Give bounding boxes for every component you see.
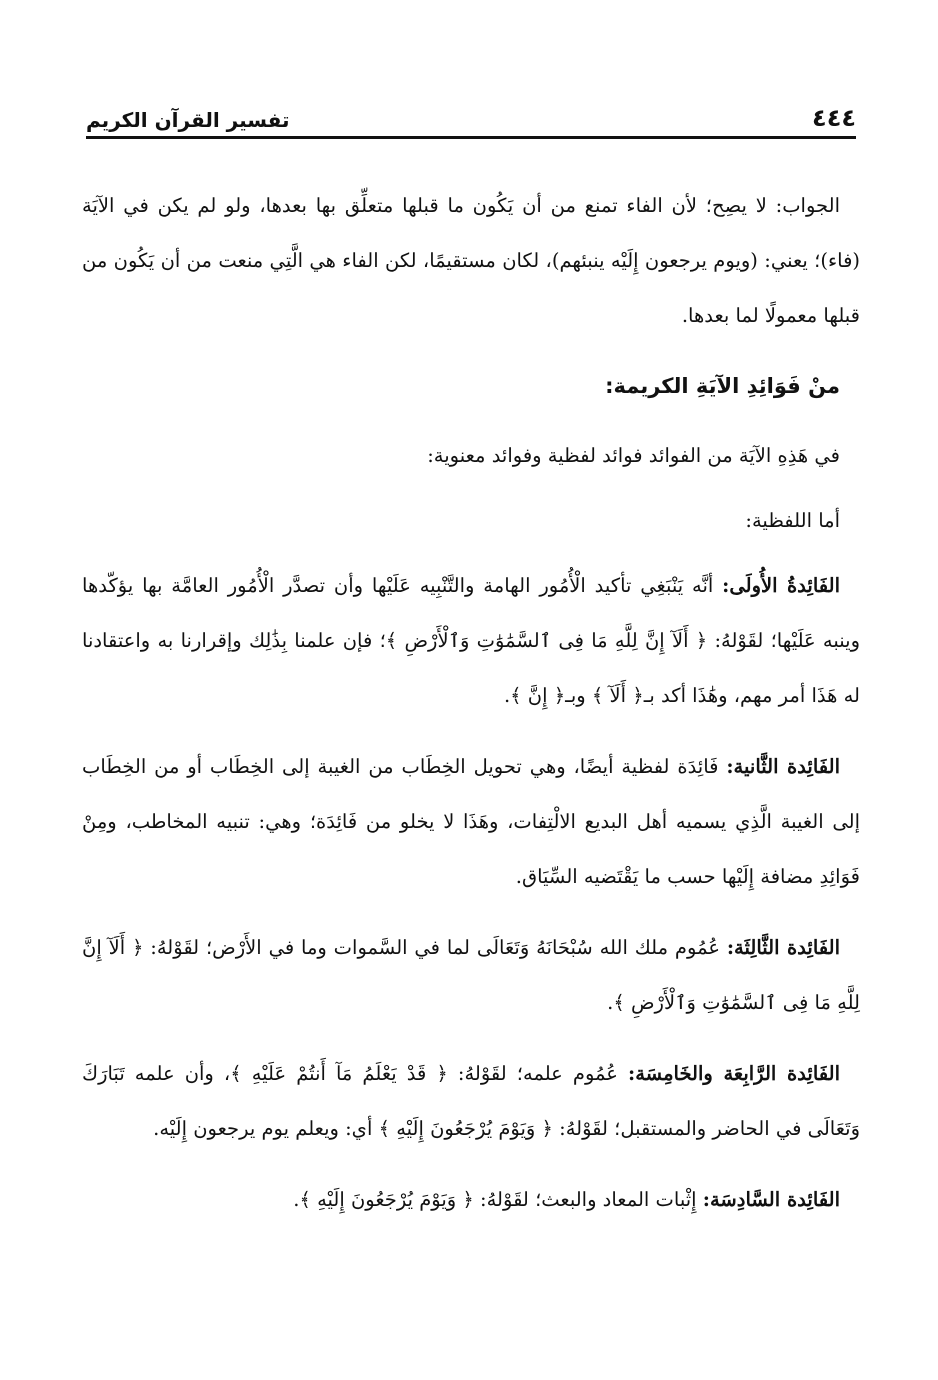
benefit-lead: الفَائِدةُ الأُولَى: <box>722 574 841 597</box>
page-body <box>82 178 860 1243</box>
benefit-text: إِثْبات المعاد والبعث؛ لقَوْلهُ: ﴿ وَيَوْمَ يُرْجَعُونَ إِلَيْهِ ﴾. <box>293 1188 703 1211</box>
book-title: تفسير القرآن الكريم <box>86 108 290 132</box>
benefit-paragraph-2 <box>82 739 860 904</box>
benefit-lead: الفَائِدة الثَّالِثَة: <box>726 936 841 959</box>
benefit-lead: الفَائِدة الرَّابِعَة والخَامِسَة: <box>628 1062 840 1085</box>
benefit-paragraph-6 <box>82 1172 860 1227</box>
page-number: ٤٤٤ <box>812 104 856 132</box>
page-header <box>86 92 856 132</box>
benefit-text: أنَّه يَنْبَغِي تأكيد الْأُمُور الهامة والتَّنْبِيه عَلَيْها وأن تصدَّر الْأُمُور العامَّة بها يؤكّدها وينبه عَلَيْها؛ لقَوْلهُ: ﴿ أَلَآ إِنَّ لِلَّهِ مَا فِى ٱلسَّمَٰوَٰتِ وَٱلْأَرْضِ ﴾؛ فإن علمنا بِذَٰلِك وإقرارنا به واعتقادنا له هَذَا أمر مهم، وهَٰذَا أكد بـ﴿ أَلَآ ﴾ وبـ﴿ إِنَّ ﴾. <box>82 574 860 707</box>
benefit-paragraph-3 <box>82 920 860 1030</box>
header-divider <box>86 136 856 139</box>
section-heading: منْ فَوَائِدِ الآيَةِ الكريمة: <box>605 374 840 398</box>
benefit-text: عُمُوم علمه؛ لقَوْلهُ: ﴿ قَدْ يَعْلَمُ مَآ أَنتُمْ عَلَيْهِ ﴾، وأن علمه تَبَارَكَ وَتَعَالَى في الحاضر والمستقبل؛ لقَوْلهُ: ﴿ وَيَوْمَ يُرْجَعُونَ إِلَيْهِ ﴾ أي: ويعلم يوم يرجعون إِلَيْه. <box>82 1062 860 1140</box>
benefit-paragraph-1 <box>82 558 860 723</box>
lafziya-paragraph: أما اللفظية: <box>745 509 840 532</box>
benefit-lead: الفَائِدة الثَّانية: <box>726 755 840 778</box>
benefit-text: فَائِدَة لفظية أيضًا، وهي تحويل الخِطَاب من الغيبة إلى الخِطَاب أو من الخِطَاب إلى الغيبة الَّذِي يسميه أهل البديع الالْتِفات، وهَذَا لا يخلو من فَائِدَة؛ وهي: تنبيه المخاطب، ومِنْ فَوَائِدِ مضافة إِلَيْها حسب ما يَقْتَضيه السِّيَاق. <box>82 755 860 888</box>
intro-paragraph: في هَذِهِ الآيَة من الفوائد فوائد لفظية وفوائد معنوية: <box>427 444 840 467</box>
benefit-paragraph-4 <box>82 1046 860 1156</box>
benefit-text: عُمُوم ملك الله سُبْحَانَهُ وَتَعَالَى لما في السَّموات وما في الأَرْض؛ لقَوْلهُ: ﴿ أَلَآ إِنَّ لِلَّهِ مَا فِى ٱلسَّمَٰوَٰتِ وَٱلْأَرْضِ ﴾. <box>82 936 860 1014</box>
benefit-lead: الفَائِدة السَّادِسَة: <box>702 1188 840 1211</box>
answer-paragraph: الجواب: لا يصِح؛ لأن الفاء تمنع من أن يَكُون ما قبلها متعلِّق بها بعدها، ولو لم يكن في الآيَة (فاء)؛ يعني: (ويوم يرجعون إِلَيْه ينبئهم)، لكان مستقيمًا، لكن الفاء هي الَّتِي منعت من أن يَكُون من قبلها معمولًا لما بعدها. <box>82 194 860 327</box>
